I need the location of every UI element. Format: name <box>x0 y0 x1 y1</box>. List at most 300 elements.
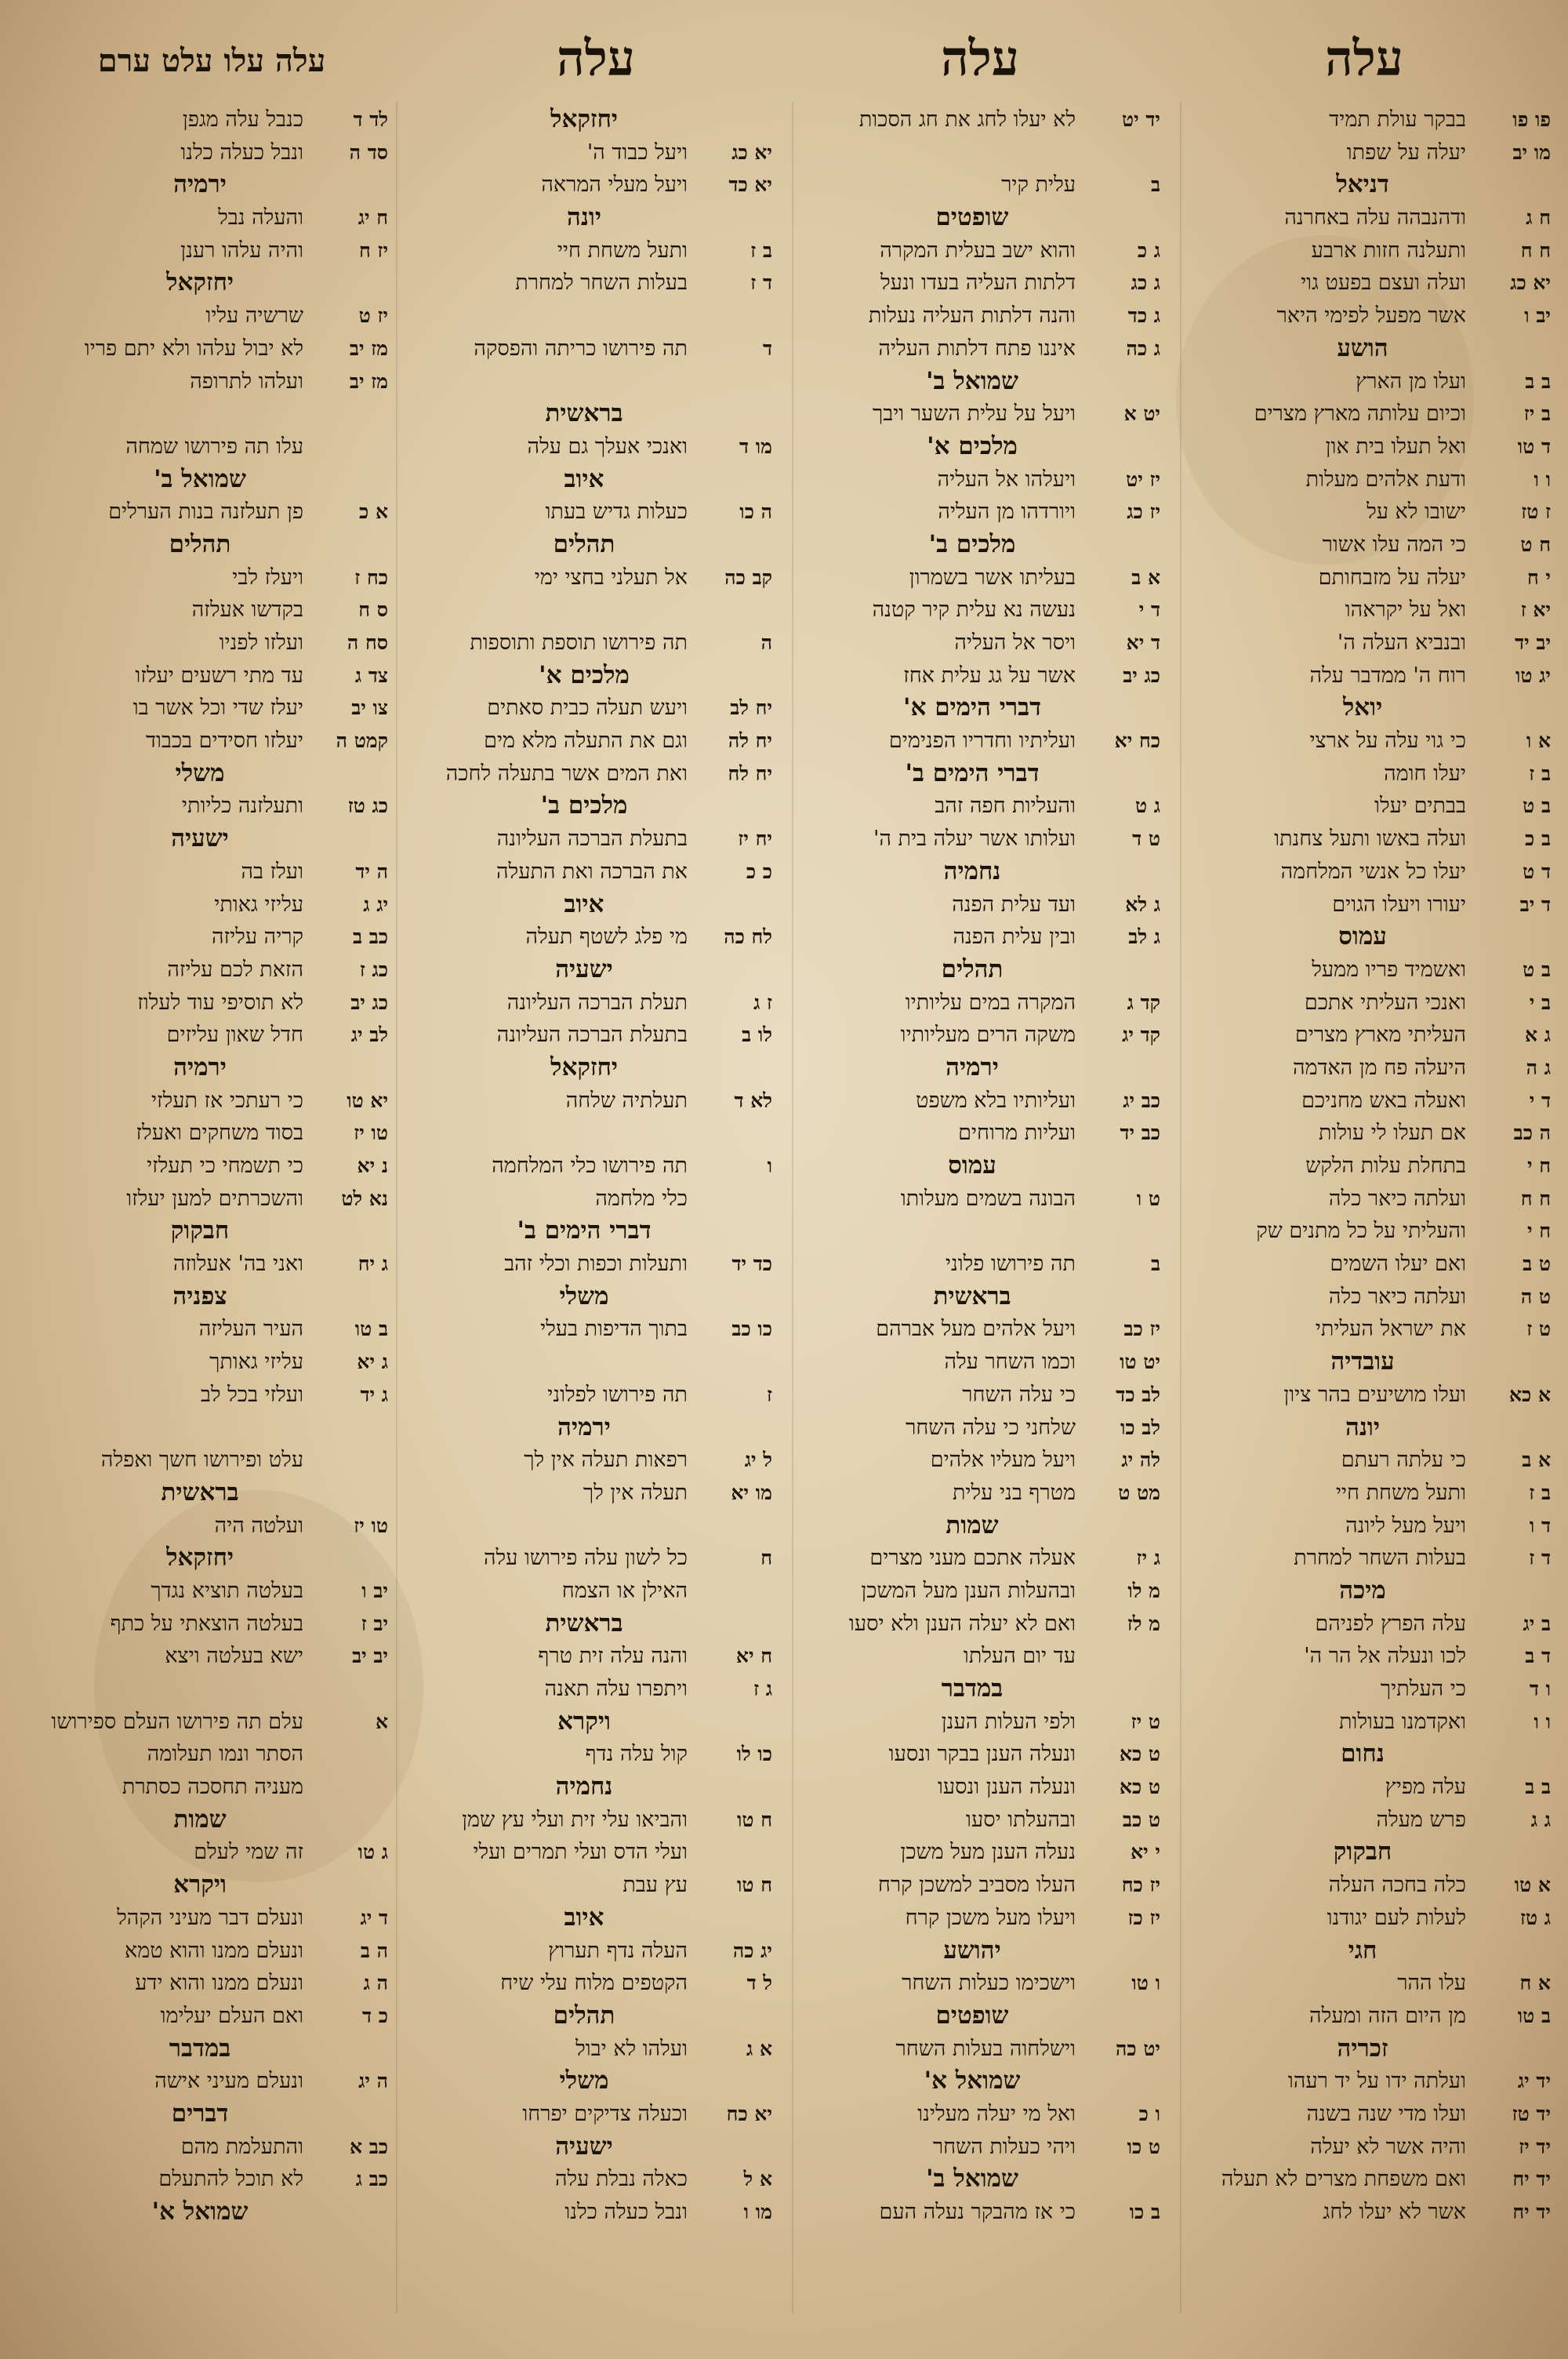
concordance-column-1 <box>1174 104 1551 2331</box>
verse-text: בתוך הדיפות בעלי <box>540 1317 688 1342</box>
verse-text: ועד עלית הפנה <box>952 892 1076 917</box>
verse-text: ועלי הדס ועלי תמרים ועלי <box>473 1840 688 1865</box>
verse-text: ויעלו מעל משכן קרח <box>905 1905 1076 1930</box>
verse-text: ונעלם דבר מעיני הקהל <box>117 1905 303 1930</box>
verse-text: עליזי גאותי <box>214 892 303 917</box>
verse-text: יעלזו חסידים בכבוד <box>145 729 303 754</box>
concordance-entry <box>396 2033 772 2066</box>
verse-reference: ט ב <box>1523 1252 1551 1276</box>
concordance-entry <box>784 2196 1160 2229</box>
verse-text: בבתים יעלו <box>1374 794 1466 819</box>
concordance-entry <box>784 987 1160 1020</box>
verse-reference: א ח <box>1519 1972 1551 1995</box>
concordance-entry <box>396 758 772 791</box>
verse-reference: כג ז <box>359 958 388 981</box>
concordance-entry <box>1174 1510 1551 1543</box>
book-heading <box>784 856 1160 889</box>
verse-reference: יט א <box>1123 402 1160 426</box>
verse-reference: ח ג <box>1526 206 1551 230</box>
concordance-entry <box>12 2163 388 2196</box>
book-heading <box>396 2065 772 2098</box>
verse-text: אשר על גג עלית אחז <box>903 663 1076 688</box>
concordance-entry <box>12 1935 388 1968</box>
verse-text: ישובו לא על <box>1367 500 1466 525</box>
verse-text: מן היום הזה ומעלה <box>1309 2003 1466 2028</box>
verse-text: יעלה על שפתו <box>1346 140 1466 165</box>
verse-text: העלו מסביב למשכן קרח <box>877 1873 1076 1898</box>
concordance-entry <box>396 1379 772 1412</box>
verse-text: אם תעלו לי עולות <box>1319 1121 1466 1146</box>
concordance-entry <box>12 333 388 365</box>
book-heading <box>784 431 1160 463</box>
book-heading-text: יונה <box>567 203 601 232</box>
concordance-entry <box>12 1117 388 1150</box>
verse-reference: י ח <box>1526 565 1551 589</box>
verse-text: ואל על יקראהו <box>1345 598 1466 623</box>
book-heading-text: במדבר <box>169 2034 231 2063</box>
book-heading-text: חבקוק <box>1333 1837 1392 1866</box>
verse-text: רפאות תעלה אין לך <box>524 1448 688 1473</box>
concordance-entry <box>396 1869 772 1902</box>
verse-reference: י יא <box>1131 1841 1160 1864</box>
verse-text: ודעת אלהים מעלות <box>1305 467 1466 492</box>
concordance-entry <box>12 1771 388 1804</box>
concordance-entry <box>396 169 772 202</box>
concordance-entry <box>1174 529 1551 562</box>
concordance-entry <box>1174 1248 1551 1281</box>
verse-reference: ג לא <box>1125 892 1160 916</box>
verse-text: ועלו מדי שנה בשנה <box>1306 2101 1466 2126</box>
concordance-entry <box>396 1738 772 1771</box>
verse-text: ויעל אלהים מעל אברהם <box>876 1317 1076 1342</box>
verse-reference: כד יד <box>731 1252 772 1276</box>
verse-reference: יד יח <box>1512 2201 1551 2223</box>
verse-reference: יא ז <box>1520 598 1551 622</box>
verse-text: תה פירושו תוספת ותוספות <box>470 631 688 655</box>
verse-reference: ח טו <box>737 1874 772 1897</box>
concordance-entry <box>396 136 772 169</box>
verse-reference <box>303 1738 388 1771</box>
column-header-3: עלה <box>557 30 635 87</box>
book-heading <box>1174 921 1551 954</box>
verse-reference: א ג <box>746 2037 772 2060</box>
verse-reference: ג כד <box>1127 304 1160 328</box>
book-heading <box>784 1052 1160 1085</box>
verse-reference: כו כב <box>731 1318 772 1341</box>
verse-text: והיה עלהו רענן <box>180 238 303 263</box>
verse-reference: סד ה <box>349 140 388 164</box>
verse-reference: ח יא <box>735 1645 772 1668</box>
book-heading <box>1174 1575 1551 1608</box>
book-heading <box>784 1935 1160 1968</box>
concordance-entry <box>12 1575 388 1608</box>
verse-text: ועלה באשו ותעל צחנתו <box>1274 827 1466 852</box>
book-heading-text: צפניה <box>172 1281 227 1310</box>
verse-text: ונבל כעלה כלנו <box>564 2200 688 2224</box>
book-heading <box>12 2033 388 2066</box>
verse-text: ואם משפחת מצרים לא תעלה <box>1221 2167 1466 2192</box>
book-heading-text: מיכה <box>1339 1576 1386 1605</box>
verse-text: מעניה תחסכה כסתרת <box>122 1775 303 1800</box>
verse-text: ותעל משחת חיי <box>557 238 688 263</box>
verse-reference: א טו <box>1514 1874 1551 1897</box>
verse-text: לא תוסיפי עוד לעלוז <box>137 990 303 1015</box>
concordance-entry <box>396 1640 772 1673</box>
book-heading <box>396 1771 772 1804</box>
book-heading-text: תהלים <box>553 2001 615 2030</box>
column-header-4: עלה עלו עלט ערם <box>97 42 326 79</box>
concordance-entry <box>1174 1379 1551 1412</box>
book-heading-text: חגי <box>1348 1936 1377 1965</box>
book-heading-text: נחום <box>1341 1739 1385 1768</box>
verse-reference: ג כג <box>1131 271 1160 295</box>
concordance-entry <box>1174 1117 1551 1150</box>
concordance-entry <box>1174 1902 1551 1935</box>
book-heading <box>396 954 772 987</box>
verse-reference: ד ט <box>1523 860 1551 883</box>
concordance-entry <box>1174 1967 1551 2000</box>
verse-text: תה פירושו כלי המלחמה <box>492 1154 688 1178</box>
verse-reference: פו פו <box>1512 108 1551 131</box>
verse-reference: יב ו <box>361 1579 388 1602</box>
verse-text: עלה מפיץ <box>1385 1775 1466 1800</box>
verse-text: תה פירושו פלוני <box>945 1252 1076 1277</box>
verse-reference: ה יד <box>355 860 388 883</box>
verse-text: משקה הרים מעליותיו <box>900 1023 1076 1048</box>
verse-text: ויעל כבוד ה' <box>586 140 688 165</box>
book-heading <box>396 1052 772 1085</box>
verse-reference: יד יז <box>1519 2135 1551 2158</box>
verse-reference: ו ד <box>1529 1677 1551 1700</box>
verse-reference: ח י <box>1526 1154 1551 1177</box>
book-heading-text: יחזקאל <box>165 1543 234 1572</box>
verse-text: ויעל מעלי המראה <box>541 173 688 198</box>
verse-reference: א ב <box>1522 1448 1551 1472</box>
verse-text: ואעלה באש מחניכם <box>1301 1088 1466 1113</box>
verse-text: תעלתיה שלחה <box>565 1088 688 1113</box>
verse-text: בעלות השחר למחרת <box>1294 1546 1466 1571</box>
verse-text: והעליות חפה זהב <box>935 794 1076 819</box>
verse-text: עלית קיר <box>1001 173 1076 198</box>
verse-reference <box>688 1183 772 1216</box>
book-heading-text: הושע <box>1337 333 1388 362</box>
verse-reference: ד ו <box>1529 1514 1551 1537</box>
book-heading <box>396 2000 772 2033</box>
verse-text: מי פלג לשטף תעלה <box>525 925 688 950</box>
verse-text: שלחני כי עלה השחר <box>906 1415 1076 1440</box>
concordance-entry <box>396 856 772 889</box>
verse-text: ויעל מעליו אלהים <box>930 1448 1076 1473</box>
verse-text: ונעלם ממנו והוא ידע <box>135 1971 303 1996</box>
verse-reference: א <box>375 1710 388 1733</box>
verse-reference <box>303 1771 388 1804</box>
verse-reference: לה יג <box>1121 1448 1160 1472</box>
verse-reference: כ כ <box>746 860 772 883</box>
verse-text: ונעלה הענן בבקר ונסעו <box>888 1742 1076 1767</box>
verse-text: אשר לא יעלו לחג <box>1323 2200 1466 2224</box>
book-heading <box>784 365 1160 398</box>
verse-reference: יז יט <box>1126 467 1160 491</box>
book-heading <box>396 202 772 234</box>
concordance-entry <box>12 1673 388 1706</box>
verse-text: ועלז בה <box>241 859 303 884</box>
verse-reference: ז ג <box>753 990 772 1014</box>
concordance-entry <box>1174 660 1551 692</box>
verse-reference: כב ב <box>352 925 388 949</box>
verse-reference: כב יד <box>1120 1121 1160 1145</box>
verse-text: זה שמי לעלם <box>194 1840 303 1865</box>
verse-reference: יט כה <box>1116 2037 1160 2060</box>
book-heading <box>784 529 1160 562</box>
concordance-entry <box>396 365 772 398</box>
book-heading <box>784 202 1160 234</box>
book-heading <box>12 1477 388 1510</box>
verse-reference: כג יב <box>1123 663 1160 687</box>
verse-text: יעלו כל אנשי המלחמה <box>1280 859 1466 884</box>
verse-text: ואת המים אשר בתעלה לחכה <box>445 761 688 786</box>
verse-reference: יח לח <box>728 761 772 785</box>
verse-reference: ב יז <box>1523 402 1551 426</box>
concordance-entry <box>784 2131 1160 2164</box>
book-heading-text: שמואל א' <box>924 2066 1021 2095</box>
verse-text: בקדשו אעלזה <box>191 598 303 623</box>
book-heading-text: עמוס <box>1338 922 1387 951</box>
concordance-entry <box>396 1346 772 1379</box>
book-heading <box>12 2196 388 2229</box>
verse-reference: יז כב <box>1123 1318 1160 1341</box>
concordance-entry <box>396 627 772 660</box>
verse-text: עד יום העלתו <box>963 1644 1076 1669</box>
concordance-entry <box>784 1836 1160 1869</box>
verse-reference: ג ז <box>753 1677 772 1700</box>
concordance-entry <box>396 594 772 627</box>
book-heading-text: שופטים <box>935 2001 1009 2030</box>
concordance-entry <box>396 1150 772 1183</box>
verse-reference: יד יג <box>1517 2070 1551 2093</box>
verse-reference: כג יב <box>350 990 388 1014</box>
concordance-entry <box>1174 463 1551 496</box>
concordance-entry <box>396 725 772 758</box>
book-heading <box>12 1804 388 1837</box>
verse-reference: א ו <box>1526 729 1551 753</box>
verse-reference: יג טו <box>1515 663 1551 687</box>
verse-text: וכיום עלותה מארץ מצרים <box>1254 402 1466 427</box>
book-heading-text: משלי <box>559 1281 609 1310</box>
verse-text: עלם תה פירושו העלם ספירושו <box>51 1709 303 1734</box>
concordance-entry <box>396 1542 772 1575</box>
concordance-entry <box>12 431 388 463</box>
verse-reference: יב ז <box>361 1612 388 1635</box>
verse-reference: ט יז <box>1131 1710 1160 1733</box>
verse-reference: ה כב <box>1513 1121 1551 1145</box>
book-heading-text: ישעיה <box>555 954 613 983</box>
verse-text: שרשיה עליו <box>205 304 303 329</box>
verse-text: ותעלות וכפות וכלי זהב <box>504 1252 688 1277</box>
book-heading <box>396 889 772 921</box>
book-heading-text: שמות <box>946 1510 999 1539</box>
verse-text: עלט ופירושו חשך ואפלה <box>100 1448 303 1473</box>
concordance-entry <box>1174 1542 1551 1575</box>
verse-text: בעלטה תוציא נגדך <box>151 1578 303 1603</box>
verse-text: בעליתו אשר בשמרון <box>909 565 1076 590</box>
concordance-entry <box>1174 987 1551 1020</box>
verse-reference: ד יב <box>1519 892 1551 916</box>
verse-reference: ב ב <box>1525 369 1551 393</box>
verse-text: ועלתה כיאר כלה <box>1328 1186 1466 1211</box>
concordance-entry <box>12 725 388 758</box>
verse-reference: ב ז <box>750 238 772 262</box>
book-heading <box>784 2163 1160 2196</box>
concordance-entry <box>784 1804 1160 1837</box>
verse-text: הבונה בשמים מעלותו <box>900 1186 1076 1211</box>
book-heading-text: שמות <box>173 1805 227 1834</box>
verse-reference: כב ג <box>355 2168 388 2191</box>
concordance-entry <box>1174 889 1551 921</box>
book-heading <box>784 2065 1160 2098</box>
verse-text: והשכרתים למען יעלזו <box>126 1186 303 1211</box>
verse-text: כי גוי עלה על ארצי <box>1309 729 1466 754</box>
verse-text: ועלהו לתרופה <box>190 369 303 394</box>
verse-reference: לב כד <box>1116 1383 1160 1406</box>
book-heading-text: שופטים <box>935 203 1009 232</box>
book-heading-text: נחמיה <box>943 856 1001 885</box>
concordance-entry <box>784 1379 1160 1412</box>
verse-reference: מ לו <box>1127 1579 1160 1602</box>
concordance-entry <box>1174 627 1551 660</box>
verse-reference: ה ב <box>360 1939 388 1962</box>
verse-reference: ג ג <box>1530 1808 1551 1831</box>
verse-reference <box>688 1836 772 1869</box>
verse-text: עץ עבת <box>622 1873 688 1898</box>
verse-reference: יד יח <box>1512 2168 1551 2191</box>
verse-text: תה פירושו לפלוני <box>547 1382 688 1407</box>
verse-reference: ז <box>767 1383 772 1406</box>
verse-reference: ט ז <box>1526 1318 1551 1341</box>
verse-reference: ד יג <box>360 1906 388 1929</box>
concordance-entry <box>396 1673 772 1706</box>
book-heading-text: יהושע <box>943 1936 1001 1965</box>
book-heading <box>12 1869 388 1902</box>
verse-text: כי העלתיך <box>1380 1677 1466 1701</box>
verse-text: דלתות העליה בעדו ונעל <box>880 271 1076 296</box>
verse-reference: יז כח <box>1121 1874 1160 1897</box>
concordance-entry <box>1174 1444 1551 1477</box>
verse-text: ואני בה' אעלוזה <box>172 1252 303 1277</box>
book-heading-text: בראשית <box>161 1478 239 1507</box>
concordance-entry <box>396 300 772 333</box>
verse-reference: כח ז <box>354 565 388 589</box>
verse-text: כל לשון עלה פירושו עלה <box>484 1546 688 1571</box>
book-heading-text: ירמיה <box>173 1052 227 1081</box>
book-heading-text: דניאל <box>1336 170 1389 199</box>
concordance-entry <box>1174 2131 1551 2164</box>
concordance-entry <box>12 1379 388 1412</box>
concordance-column-2 <box>784 104 1160 2331</box>
verse-text: וגם את התעלה מלא מים <box>484 729 688 754</box>
verse-reference: ח י <box>1526 1219 1551 1243</box>
concordance-entry <box>12 954 388 987</box>
concordance-entry <box>1174 496 1551 529</box>
verse-reference: ז טז <box>1521 500 1551 524</box>
verse-reference: קמט ה <box>336 729 388 753</box>
verse-text: והיה אשר לא יעלה <box>1310 2134 1466 2159</box>
concordance-entry <box>12 2000 388 2033</box>
book-heading-text: בראשית <box>545 399 623 428</box>
concordance-entry <box>12 1640 388 1673</box>
concordance-entry <box>784 1575 1160 1608</box>
verse-reference: מו יב <box>1512 140 1551 164</box>
concordance-entry <box>784 1869 1160 1902</box>
book-heading-text: יונה <box>1345 1412 1380 1441</box>
concordance-entry <box>1174 104 1551 136</box>
concordance-entry <box>1174 1281 1551 1314</box>
verse-reference: ב <box>1150 173 1160 197</box>
verse-text: וישכימו כעלות השחר <box>902 1971 1076 1996</box>
concordance-entry <box>784 562 1160 594</box>
concordance-entry <box>12 1412 388 1445</box>
book-heading-text: יחזקאל <box>165 268 234 297</box>
verse-text: תעלת הברכה העליונה <box>506 990 688 1015</box>
book-heading <box>12 1215 388 1248</box>
verse-reference: ב טו <box>354 1318 388 1341</box>
verse-reference: קב כה <box>724 565 772 589</box>
verse-text: וכמו השחר עלה <box>944 1350 1076 1375</box>
book-heading <box>12 1052 388 1085</box>
verse-text: כי אז מהבקר נעלה העם <box>879 2200 1076 2224</box>
book-heading <box>784 758 1160 791</box>
verse-text: מטרף בני עלית <box>952 1480 1076 1505</box>
concordance-entry <box>1174 1085 1551 1118</box>
verse-reference: יז כג <box>1127 500 1160 524</box>
verse-text: יעלז שדי וכל אשר בו <box>132 696 303 721</box>
concordance-entry <box>396 1836 772 1869</box>
book-heading <box>12 1281 388 1314</box>
verse-text: כנבל עלה מגפן <box>182 107 303 132</box>
verse-text: ותעלזנה כליותי <box>181 794 303 819</box>
book-heading <box>784 1150 1160 1183</box>
concordance-entry <box>1174 2098 1551 2131</box>
concordance-entry <box>1174 790 1551 823</box>
book-heading-text: שמואל א' <box>151 2197 249 2226</box>
verse-text: קול עלה נדף <box>585 1742 688 1767</box>
verse-reference: ב טו <box>1517 2004 1551 2027</box>
verse-reference: ד טו <box>1517 434 1551 458</box>
book-heading-text: דברי הימים א' <box>903 693 1041 722</box>
concordance-entry <box>396 1510 772 1543</box>
concordance-entry <box>12 496 388 529</box>
verse-text: ועלו מן הארץ <box>1356 369 1466 394</box>
verse-reference: ג טו <box>358 1841 388 1864</box>
book-heading-text: דברי הימים ב' <box>517 1216 652 1245</box>
concordance-entry <box>12 1346 388 1379</box>
verse-reference: ח יג <box>358 206 388 230</box>
verse-text: כעלות גדיש בעתו <box>545 500 688 525</box>
book-heading <box>396 1902 772 1935</box>
verse-reference: א כא <box>1508 1383 1551 1406</box>
book-heading <box>396 463 772 496</box>
concordance-entry <box>1174 1215 1551 1248</box>
book-heading-text: תהלים <box>169 529 231 558</box>
concordance-entry <box>12 856 388 889</box>
book-heading <box>396 660 772 692</box>
book-heading <box>12 758 388 791</box>
book-heading-text: איוב <box>564 464 604 493</box>
verse-text: לא יבול עלהו ולא יתם פריו <box>84 336 303 361</box>
book-heading-text: זכריה <box>1337 2034 1388 2063</box>
concordance-entry <box>12 1444 388 1477</box>
book-heading <box>396 1281 772 1314</box>
book-heading-text: איוב <box>564 889 604 918</box>
